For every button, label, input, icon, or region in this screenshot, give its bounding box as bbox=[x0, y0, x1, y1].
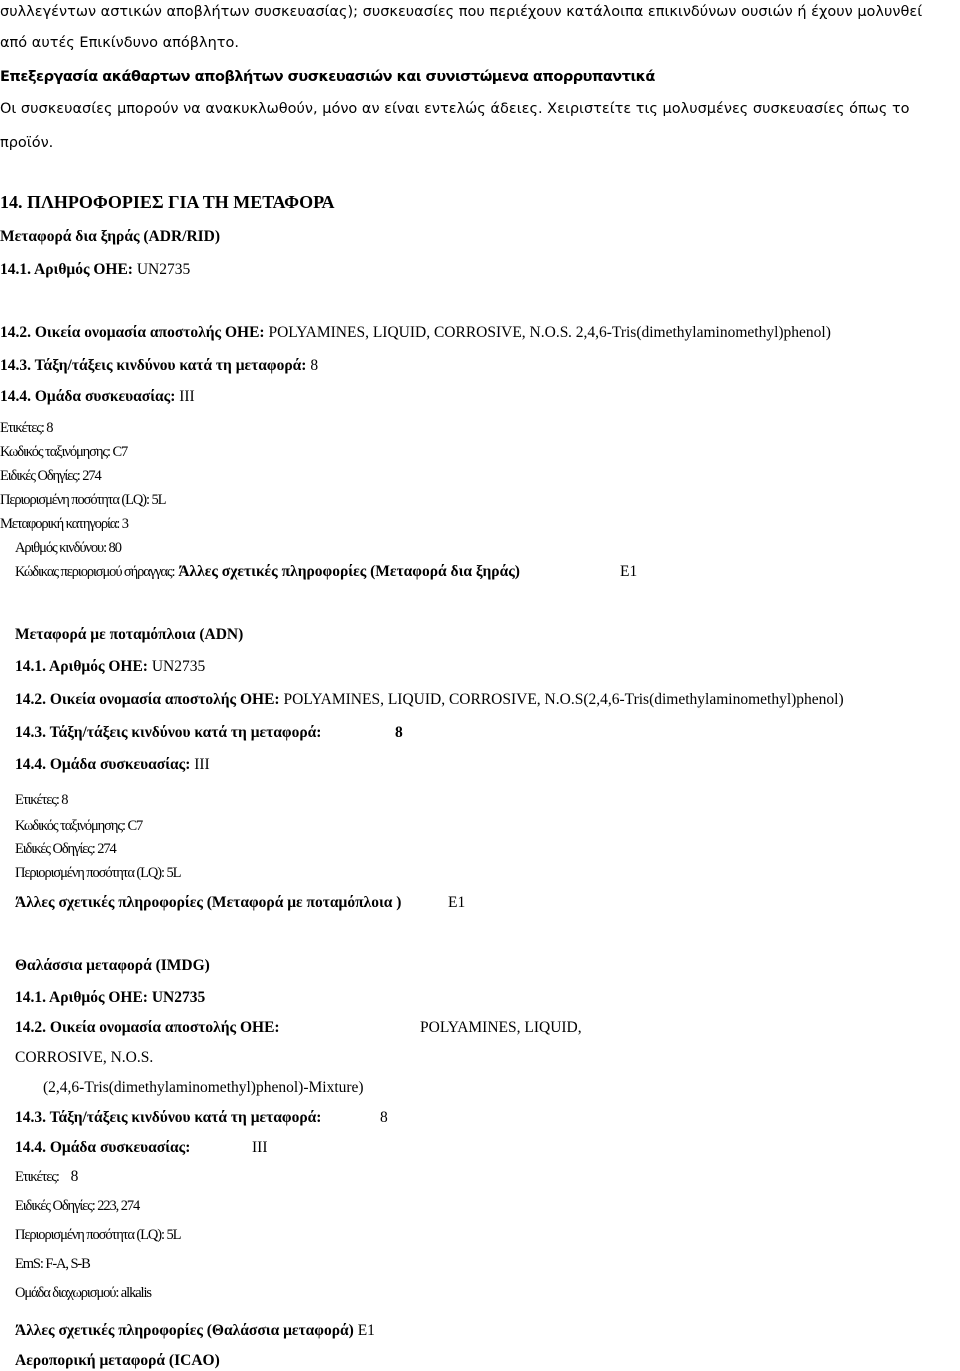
adn-other-info-label: Άλλες σχετικές πληροφορίες (Μεταφορά με ποταμόπλοια ) bbox=[15, 894, 402, 911]
adr-un-number bbox=[0, 260, 190, 280]
adr-packing-group-label: 14.4. Ομάδα συσκευασίας: bbox=[0, 388, 176, 405]
intro-line-2: από αυτές Επικίνδυνο απόβλητο. bbox=[0, 35, 239, 51]
adn-un-label: 14.1. Αριθμός ΟΗΕ: bbox=[15, 658, 148, 675]
adn-labels: Ετικέτες: 8 bbox=[15, 792, 68, 808]
adr-shipping-name-value: POLYAMINES, LIQUID, CORROSIVE, N.O.S bbox=[268, 324, 569, 341]
section-title: 14. ΠΛΗΡΟΦΟΡΙΕΣ ΓΙΑ ΤΗ ΜΕΤΑΦΟΡΑ bbox=[0, 192, 335, 212]
adn-hazard-class-label: 14.3. Τάξη/τάξεις κινδύνου κατά τη μεταφορά: bbox=[15, 724, 322, 741]
imdg-shipping-name-value-1: POLYAMINES, LIQUID, bbox=[420, 1019, 582, 1036]
imdg-segregation-group: Ομάδα διαχωρισμού: alkalis bbox=[15, 1285, 151, 1301]
intro-subheading: Επεξεργασία ακάθαρτων αποβλήτων συσκευασιών και συνιστώμενα απορρυπαντικά bbox=[0, 69, 655, 85]
intro-line-5: προϊόν. bbox=[0, 135, 54, 151]
adn-hazard-class-value: 8 bbox=[395, 724, 403, 741]
imdg-shipping-name-value-3: (2,4,6-Tris(dimethylaminomethyl)phenol)-Mixture) bbox=[43, 1079, 364, 1096]
adr-classification-code: Κωδικός ταξινόμησης: C7 bbox=[0, 444, 128, 460]
adr-limited-quantity: Περιορισμένη ποσότητα (LQ): 5L bbox=[0, 492, 166, 508]
adr-hazard-class-label: 14.3. Τάξη/τάξεις κινδύνου κατά τη μεταφορά: bbox=[0, 357, 307, 374]
imdg-ems: EmS: F-A, S-B bbox=[15, 1256, 90, 1272]
adn-limited-quantity: Περιορισμένη ποσότητα (LQ): 5L bbox=[15, 865, 181, 881]
adn-other-info-value: E1 bbox=[448, 894, 466, 911]
adr-other-info-label: Άλλες σχετικές πληροφορίες (Μεταφορά δια ξηράς) bbox=[178, 563, 520, 580]
adr-hazard-class-value: 8 bbox=[310, 357, 319, 374]
imdg-other-info-value: E1 bbox=[357, 1322, 375, 1339]
imdg-packing-group-value: III bbox=[252, 1139, 268, 1156]
imdg-shipping-name-label: 14.2. Οικεία ονομασία αποστολής ΟΗΕ: bbox=[15, 1019, 280, 1036]
adn-un-number bbox=[15, 657, 205, 677]
imdg-packing-group-label: 14.4. Ομάδα συσκευασίας: bbox=[15, 1139, 191, 1156]
adr-packing-group bbox=[0, 387, 195, 407]
imdg-other-info bbox=[15, 1321, 375, 1341]
adr-shipping-name-extra: . 2,4,6-Tris(dimethylaminomethyl)phenol) bbox=[568, 324, 831, 341]
adn-un-value: UN2735 bbox=[151, 658, 206, 675]
adr-tunnel-code: Κώδικας περιορισμού σήραγγας: bbox=[15, 564, 175, 580]
adn-packing-group-value: III bbox=[194, 756, 210, 773]
imdg-hazard-class-label: 14.3. Τάξη/τάξεις κινδύνου κατά τη μεταφορά: bbox=[15, 1109, 322, 1126]
adr-un-label: 14.1. Αριθμός ΟΗΕ: bbox=[0, 261, 133, 278]
intro-line-4: Οι συσκευασίες μπορούν να ανακυκλωθούν, μόνο αν είναι εντελώς άδειες. Χειριστείτε τις μολυσμένες συσκευασίες όπως το bbox=[0, 101, 910, 117]
imdg-shipping-name-value-2: CORROSIVE, N.O.S. bbox=[15, 1049, 154, 1066]
adr-labels: Ετικέτες: 8 bbox=[0, 420, 53, 436]
adn-special-provisions: Ειδικές Οδηγίες: 274 bbox=[15, 841, 116, 857]
imdg-special-provisions: Ειδικές Οδηγίες: 223, 274 bbox=[15, 1198, 140, 1214]
adr-heading: Μεταφορά δια ξηράς (ADR/RID) bbox=[0, 228, 221, 245]
adr-special-provisions: Ειδικές Οδηγίες: 274 bbox=[0, 468, 101, 484]
imdg-heading: Θαλάσσια μεταφορά (IMDG) bbox=[15, 957, 210, 974]
imdg-hazard-class-value: 8 bbox=[380, 1109, 388, 1126]
adr-transport-category: Μεταφορική κατηγορία: 3 bbox=[0, 516, 128, 532]
adr-shipping-name bbox=[0, 323, 568, 343]
imdg-labels-label: Ετικέτες: bbox=[15, 1169, 59, 1185]
imdg-labels bbox=[15, 1167, 78, 1187]
imdg-limited-quantity: Περιορισμένη ποσότητα (LQ): 5L bbox=[15, 1227, 181, 1243]
adn-shipping-name-label: 14.2. Οικεία ονομασία αποστολής ΟΗΕ: bbox=[15, 691, 280, 708]
adr-other-info-value: E1 bbox=[620, 563, 638, 580]
adr-un-value: UN2735 bbox=[136, 261, 191, 278]
adn-packing-group-label: 14.4. Ομάδα συσκευασίας: bbox=[15, 756, 191, 773]
adr-packing-group-value: III bbox=[179, 388, 195, 405]
imdg-labels-value: 8 bbox=[70, 1168, 79, 1185]
adr-hazard-class bbox=[0, 356, 318, 376]
intro-line-1: συλλεγέντων αστικών αποβλήτων συσκευασίας); συσκευασίες που περιέχουν κατάλοιπα επικινδύνων ουσιών ή έχουν μολυνθεί bbox=[0, 4, 923, 20]
adr-tunnel-and-other bbox=[15, 562, 520, 582]
adn-packing-group bbox=[15, 755, 210, 775]
adr-shipping-name-label: 14.2. Οικεία ονομασία αποστολής ΟΗΕ: bbox=[0, 324, 265, 341]
adn-classification-code: Κωδικός ταξινόμησης: C7 bbox=[15, 818, 143, 834]
imdg-other-info-label: Άλλες σχετικές πληροφορίες (Θαλάσσια μεταφορά) bbox=[15, 1322, 354, 1339]
adn-heading: Μεταφορά με ποταμόπλοια (ADN) bbox=[15, 626, 244, 643]
adn-shipping-name-value: POLYAMINES, LIQUID, CORROSIVE, N.O.S(2,4,6-Tris(dimethylaminomethyl)phenol) bbox=[283, 691, 844, 708]
imdg-un-number: 14.1. Αριθμός ΟΗΕ: UN2735 bbox=[15, 989, 206, 1006]
adr-hazard-number: Αριθμός κινδύνου: 80 bbox=[15, 540, 121, 556]
icao-heading: Αεροπορική μεταφορά (ICAO) bbox=[15, 1352, 220, 1369]
adn-shipping-name bbox=[15, 690, 844, 710]
